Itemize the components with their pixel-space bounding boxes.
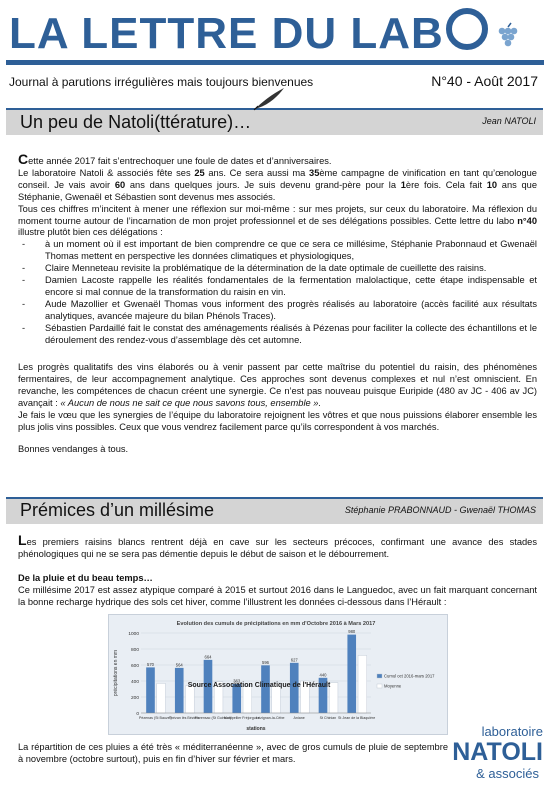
article2-paragraph-2: Ce millésime 2017 est assez atypique comparé à 2015 et surtout 2016 dans le Languedoc, avec un fait marquant concernant la bonne recharge hydrique des sols cet hiver, comme l’illustrent les données ci-dessous dans l’Hérault :	[18, 585, 537, 607]
article1-author: Jean NATOLI	[482, 116, 536, 126]
x-tick-label: Florensac (St Guiraud)	[194, 716, 232, 720]
y-tick-label: 0	[136, 711, 139, 717]
y-tick-label: 800	[130, 647, 139, 653]
logo-bottom-text: & associés	[476, 766, 539, 781]
bar	[175, 668, 184, 713]
x-tick-label: Pézenas (St Bauzel)	[138, 716, 172, 720]
article1-paragraph-2: Le laboratoire Natoli & associés fête ses 25 ans. Ce sera aussi ma 35ème campagne de vinification en tant qu’œnologue conseil. Je vais avoir 60 ans dans quelques jours. Je suis devenu grand-père pour la 1ère fois. Cela fait 10 ans que Stéphanie, Gwenaël et Sébastien sont devenus mes associés.	[18, 167, 537, 202]
legend-swatch	[377, 684, 382, 688]
bar	[243, 687, 252, 713]
y-tick-label: 1000	[128, 631, 139, 637]
masthead-tagline: Journal à parutions irrégulières mais toujours bienvenues	[9, 75, 314, 89]
x-tick-label: St Jean de la Blaquière	[338, 716, 376, 720]
y-tick-label: 400	[130, 679, 139, 685]
natoli-logo	[452, 724, 547, 782]
legend-label: Moyenne	[384, 683, 402, 689]
data-label: 664	[204, 654, 212, 660]
legend-swatch	[377, 674, 382, 678]
y-axis-label: précipitations en mm	[113, 649, 119, 697]
chart-source-annotation: Source Association Climatique de l'Hérault	[187, 682, 331, 689]
article2-paragraph-1: Les premiers raisins blancs rentrent déjà en cave sur les secteurs précoces, confirmant une avance des stades phénologiques qui ne se sera pas démentie depuis le début de saison et le débourrement.	[18, 532, 537, 559]
x-tick-label: Lézignan-la-Cèbe	[256, 716, 285, 720]
masthead-divider	[6, 60, 544, 65]
data-label: 363	[233, 678, 241, 684]
bullet-item: - Aude Mazollier et Gwenaël Thomas vous informent des progrès réalisés au laboratoire (accès facilité aux résultats analytiques, avancée majeure du bilan Phénols Traces).	[45, 299, 537, 323]
masthead-title: LA LETTRE DU LAB	[9, 6, 488, 58]
bar	[358, 655, 367, 713]
bar	[146, 667, 155, 713]
chart-title: Evolution des cumuls de précipitations en mm d'Octobre 2016 à Mars 2017	[176, 621, 376, 627]
grape-cluster-icon	[493, 22, 523, 48]
article2-intro	[18, 532, 537, 561]
article1-signoff: Bonnes vendanges à tous.	[18, 444, 129, 455]
article1-body	[18, 151, 537, 347]
article1-paragraph-3: Tous ces chiffres m’incitent à mener une réflexion sur moi-même : sur mes projets, sur ceux du laboratoire. Ma réflexion du moment tourne autour de l’incarnation de mon projet professionnel et de ses délégations possibles. Cette lettre du labo n°40 illustre plutôt bien ces délégations :	[18, 203, 537, 238]
bar	[261, 665, 270, 713]
article2-subheading: De la pluie et du beau temps…	[18, 573, 153, 583]
logo-brand-text: NATOLI	[452, 738, 543, 766]
bar	[347, 635, 356, 713]
bullet-item: - Sébastien Pardaillé fait le constat des aménagements réalisés à Pézenas pour faciliter la collecte des échantillons et le déroulement des rendez-vous d’assemblage dès cet automne.	[45, 323, 537, 347]
logo-top-text: laboratoire	[481, 724, 543, 739]
data-label: 570	[146, 661, 154, 667]
y-tick-label: 600	[130, 663, 139, 669]
article1-bullet-list	[18, 239, 537, 346]
data-label: 980	[348, 629, 356, 635]
x-tick-label: St Chinian	[319, 716, 337, 720]
data-label: 596	[261, 659, 269, 665]
bar	[186, 686, 195, 713]
x-tick-label: Aniane	[293, 716, 305, 720]
issue-number: N°40 - Août 2017	[431, 73, 538, 89]
x-tick-label: Montpellier Fréjorgues	[223, 716, 260, 720]
article1-paragraph-5: Je fais le vœu que les synergies de l’équipe du laboratoire rejoignent les vôtres et que nous puissions élaborer ensemble les plus jolis vins possibles. Ceux que vous vendrez facilement parce qu’ils correspondent à vos marchés.	[18, 409, 537, 432]
article1-paragraph-4: Les progrès qualitatifs des vins élaborés ou à venir passent par cette maîtrise du potentiel du raisin, des phénomènes fermentaires, de leur accompagnement analytique. Ces approches sont devenus complexes et nul n’est omniscient. En revanche, les compétences de chacun créent une synergie. Ce n’est pas nouveau puisque Euripide (480 av JC - 406 av JC) avançait : « Aucun de nous ne sait ce que nous savons tous, ensemble ».	[18, 362, 537, 408]
y-tick-label: 200	[130, 695, 139, 701]
article2-title: Prémices d’un millésime	[20, 500, 215, 520]
x-axis-label: stations	[246, 726, 266, 732]
quill-pen-icon	[252, 86, 286, 112]
article2-paragraph-3: La répartition de ces pluies a été très « méditerranéenne », avec de gros cumuls de pluie de septembre à novembre (octobre surtout), puis en fin d’hiver sur février et mars.	[18, 742, 448, 764]
bar	[329, 683, 338, 713]
data-label: 627	[290, 657, 298, 663]
article1-body-2	[18, 362, 537, 456]
bar	[157, 683, 166, 713]
data-label: 440	[319, 672, 327, 678]
legend-label: Cumul oct 2016-mars 2017	[384, 673, 435, 679]
x-tick-label: Thézan lès Béziers	[168, 716, 200, 720]
masthead-logo-o-icon	[446, 8, 488, 50]
data-label: 564	[175, 662, 183, 668]
precipitation-chart	[108, 614, 448, 735]
article2-author: Stéphanie PRABONNAUD - Gwenaël THOMAS	[344, 505, 536, 515]
bullet-item: - à un moment où il est important de bien comprendre ce que ce sera ce millésime, Stéphanie Prabonnaud et Gwenaël Thomas mettent en perspective les données climatiques et physiologiques,	[45, 239, 537, 263]
bullet-item: - Damien Lacoste rappelle les réalités fondamentales de la fermentation malolactique, cette étape indispensable et encore si mal connue de la transformation du raisin en vin.	[45, 275, 537, 299]
precipitation-chart-svg	[109, 615, 447, 734]
article1-title: Un peu de Natoli(ttérature)…	[20, 112, 252, 132]
article1-paragraph-1: Cette année 2017 fait s’entrechoquer une foule de dates et d’anniversaires.	[18, 151, 332, 167]
bullet-item: - Claire Menneteau revisite la problématique de la détermination de la date optimale de cueillette des raisins.	[45, 263, 537, 275]
